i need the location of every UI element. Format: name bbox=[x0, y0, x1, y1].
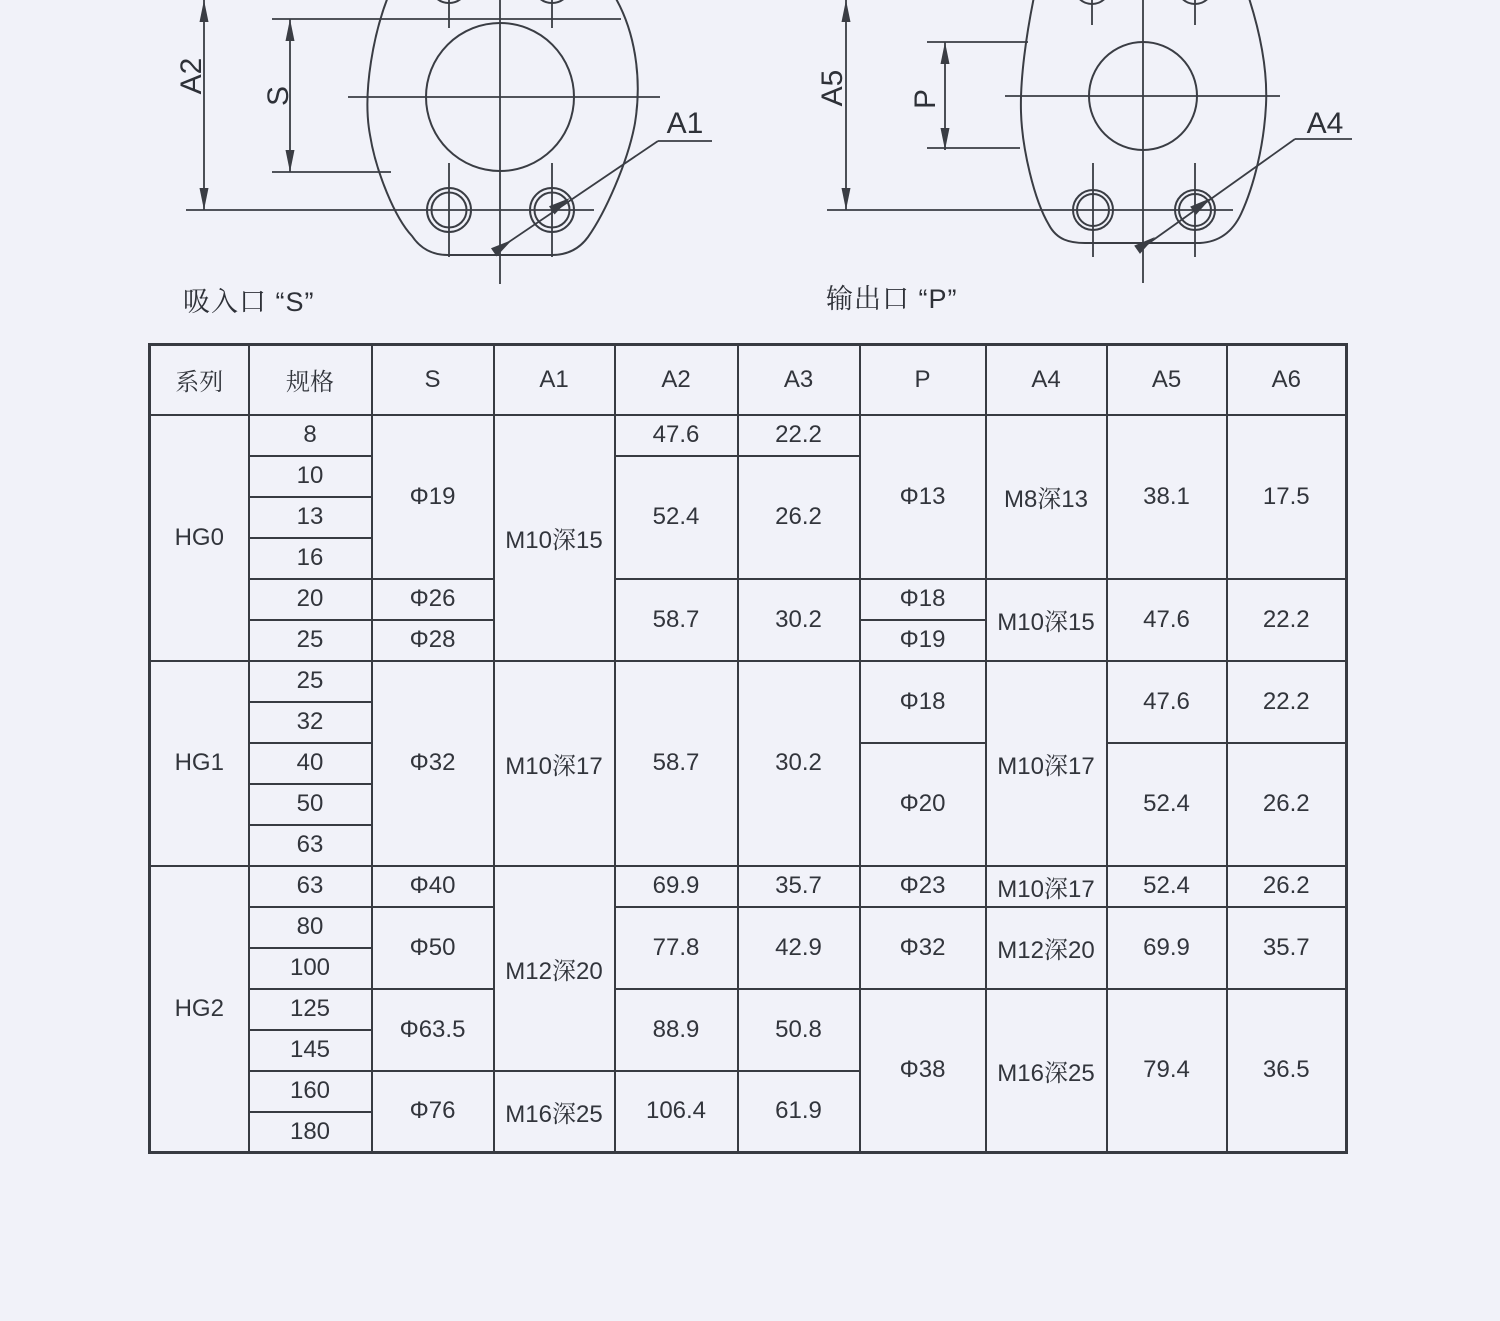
table-cell: 40 bbox=[249, 743, 372, 784]
table-cell: 22.2 bbox=[1227, 661, 1347, 743]
table-header-row bbox=[150, 345, 1347, 415]
drawing-suction-port bbox=[175, 0, 712, 284]
table-cell: 25 bbox=[249, 661, 372, 702]
table-cell: Φ19 bbox=[860, 620, 986, 661]
table-cell: M10深17 bbox=[986, 866, 1107, 907]
column-header: 规格 bbox=[249, 345, 372, 415]
table-cell: 25 bbox=[249, 620, 372, 661]
table-cell: 32 bbox=[249, 702, 372, 743]
drawing-output-port bbox=[816, 0, 1352, 283]
table-row bbox=[150, 907, 1347, 948]
table-cell: Φ13 bbox=[860, 415, 986, 579]
table-cell: 50.8 bbox=[738, 989, 860, 1071]
series-cell: HG1 bbox=[150, 661, 249, 866]
table-cell: 47.6 bbox=[1107, 661, 1227, 743]
output-port-caption: 输出口 “P” bbox=[826, 284, 958, 314]
table-cell: 16 bbox=[249, 538, 372, 579]
table-cell: 26.2 bbox=[738, 456, 860, 579]
column-header: A2 bbox=[615, 345, 738, 415]
table-row bbox=[150, 866, 1347, 907]
table-cell: 160 bbox=[249, 1071, 372, 1112]
table-cell: 88.9 bbox=[615, 989, 738, 1071]
table-cell: 36.5 bbox=[1227, 989, 1347, 1153]
table-cell: 8 bbox=[249, 415, 372, 456]
dim-label-s: S bbox=[262, 85, 295, 107]
table-cell: M12深20 bbox=[986, 907, 1107, 989]
table-cell: M16深25 bbox=[986, 989, 1107, 1153]
table-cell: 61.9 bbox=[738, 1071, 860, 1153]
table-cell: 38.1 bbox=[1107, 415, 1227, 579]
table-cell: 26.2 bbox=[1227, 866, 1347, 907]
table-cell: 22.2 bbox=[738, 415, 860, 456]
table-cell: Φ38 bbox=[860, 989, 986, 1153]
table-cell: Φ23 bbox=[860, 866, 986, 907]
table-cell: 58.7 bbox=[615, 661, 738, 866]
series-cell: HG2 bbox=[150, 866, 249, 1153]
column-header: A5 bbox=[1107, 345, 1227, 415]
leader-label-a4: A4 bbox=[1306, 107, 1344, 140]
leader-label-a1: A1 bbox=[666, 107, 704, 140]
table-cell: Φ28 bbox=[372, 620, 494, 661]
table-cell: M10深17 bbox=[494, 661, 615, 866]
table-cell: 52.4 bbox=[1107, 743, 1227, 866]
column-header: S bbox=[372, 345, 494, 415]
dim-label-a5: A5 bbox=[816, 69, 849, 107]
column-header: A3 bbox=[738, 345, 860, 415]
table-cell: 30.2 bbox=[738, 661, 860, 866]
table-cell: 63 bbox=[249, 866, 372, 907]
table-cell: Φ26 bbox=[372, 579, 494, 620]
table-cell: 69.9 bbox=[1107, 907, 1227, 989]
series-cell: HG0 bbox=[150, 415, 249, 661]
suction-port-caption: 吸入口 “S” bbox=[183, 287, 315, 317]
table-cell: M10深15 bbox=[494, 415, 615, 661]
table-cell: 17.5 bbox=[1227, 415, 1347, 579]
table-cell: Φ32 bbox=[372, 661, 494, 866]
table-cell: 145 bbox=[249, 1030, 372, 1071]
table-cell: 13 bbox=[249, 497, 372, 538]
dim-label-a2: A2 bbox=[175, 57, 208, 95]
table-cell: 47.6 bbox=[615, 415, 738, 456]
table-cell: 42.9 bbox=[738, 907, 860, 989]
table-cell: 50 bbox=[249, 784, 372, 825]
table-cell: Φ50 bbox=[372, 907, 494, 989]
table-cell: M10深17 bbox=[986, 661, 1107, 866]
table-row bbox=[150, 661, 1347, 702]
table-row bbox=[150, 989, 1347, 1030]
table-cell: 77.8 bbox=[615, 907, 738, 989]
table-row bbox=[150, 345, 1347, 415]
table-cell: Φ32 bbox=[860, 907, 986, 989]
column-header: A1 bbox=[494, 345, 615, 415]
dim-label-p: P bbox=[909, 88, 942, 110]
table-row bbox=[150, 415, 1347, 456]
flange-outline bbox=[367, 0, 637, 255]
table-cell: 30.2 bbox=[738, 579, 860, 661]
table-cell: Φ18 bbox=[860, 661, 986, 743]
table-cell: 47.6 bbox=[1107, 579, 1227, 661]
table-cell: 80 bbox=[249, 907, 372, 948]
table-cell: 52.4 bbox=[1107, 866, 1227, 907]
table-cell: 180 bbox=[249, 1112, 372, 1153]
table-cell: Φ76 bbox=[372, 1071, 494, 1153]
column-header: A6 bbox=[1227, 345, 1347, 415]
column-header: P bbox=[860, 345, 986, 415]
table-cell: 10 bbox=[249, 456, 372, 497]
table-cell: M16深25 bbox=[494, 1071, 615, 1153]
table-cell: M12深20 bbox=[494, 866, 615, 1071]
table-cell: 26.2 bbox=[1227, 743, 1347, 866]
table-cell: 69.9 bbox=[615, 866, 738, 907]
table-cell: 35.7 bbox=[1227, 907, 1347, 989]
table-cell: 100 bbox=[249, 948, 372, 989]
table-cell: 106.4 bbox=[615, 1071, 738, 1153]
table-body bbox=[150, 415, 1347, 1153]
table-cell: 52.4 bbox=[615, 456, 738, 579]
table-cell: 125 bbox=[249, 989, 372, 1030]
table-cell: 63 bbox=[249, 825, 372, 866]
table-cell: 79.4 bbox=[1107, 989, 1227, 1153]
table-cell: Φ18 bbox=[860, 579, 986, 620]
dimension-table bbox=[148, 343, 1348, 1154]
table-cell: Φ63.5 bbox=[372, 989, 494, 1071]
table-cell: M10深15 bbox=[986, 579, 1107, 661]
table-cell: 22.2 bbox=[1227, 579, 1347, 661]
table-cell: 35.7 bbox=[738, 866, 860, 907]
column-header: 系列 bbox=[150, 345, 249, 415]
table-cell: 58.7 bbox=[615, 579, 738, 661]
table-cell: M8深13 bbox=[986, 415, 1107, 579]
table-row bbox=[150, 579, 1347, 620]
table-cell: Φ20 bbox=[860, 743, 986, 866]
table-cell: Φ19 bbox=[372, 415, 494, 579]
table-cell: 20 bbox=[249, 579, 372, 620]
table-cell: Φ40 bbox=[372, 866, 494, 907]
column-header: A4 bbox=[986, 345, 1107, 415]
